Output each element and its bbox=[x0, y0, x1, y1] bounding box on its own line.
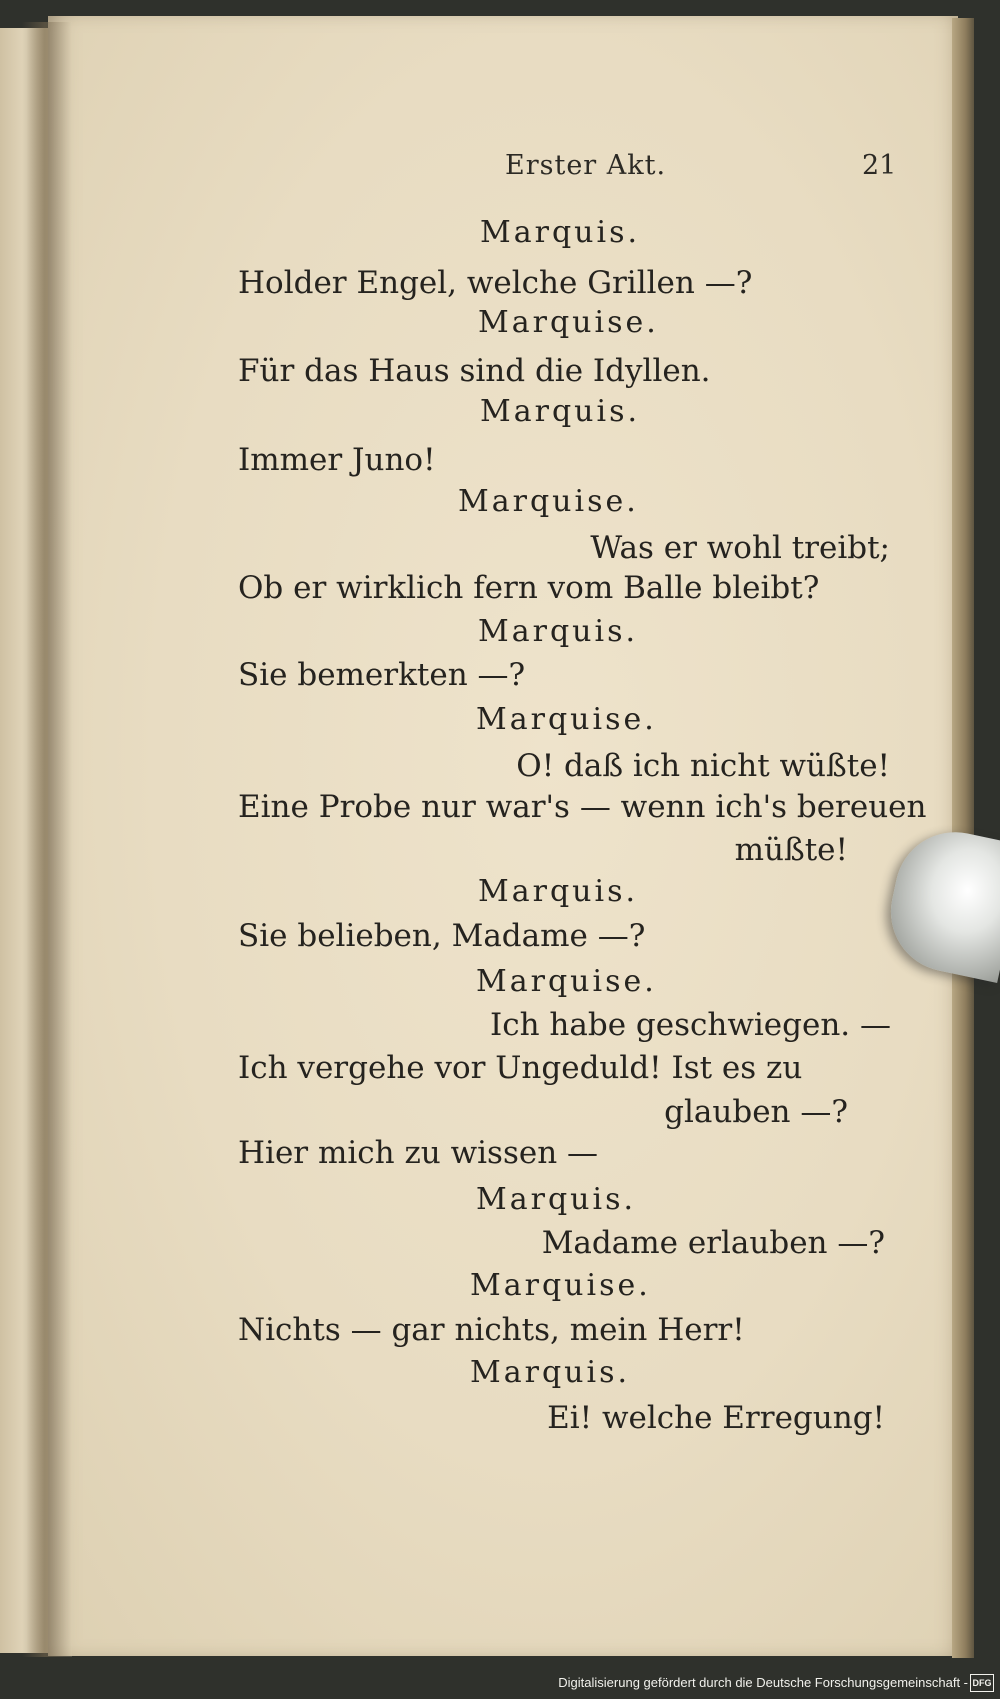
speaker-label: Marquise. bbox=[476, 964, 657, 999]
speaker-label: Marquis. bbox=[480, 394, 640, 429]
verse-line: Sie belieben, Madame —? bbox=[238, 918, 646, 954]
verse-line: Ich vergehe vor Ungeduld! Ist es zu bbox=[238, 1050, 803, 1086]
speaker-label: Marquis. bbox=[480, 215, 640, 250]
dfg-logo: DFG bbox=[970, 1674, 994, 1692]
verse-line: Holder Engel, welche Grillen —? bbox=[238, 265, 753, 301]
verse-line: Madame erlauben —? bbox=[541, 1225, 885, 1261]
verse-line: Was er wohl treibt; bbox=[590, 530, 890, 566]
speaker-label: Marquis. bbox=[478, 614, 638, 649]
verse-line: Sie bemerkten —? bbox=[238, 657, 526, 693]
speaker-label: Marquise. bbox=[476, 702, 657, 737]
speaker-label: Marquise. bbox=[458, 484, 639, 519]
verse-line: müßte! bbox=[734, 832, 848, 868]
verse-line: Für das Haus sind die Idyllen. bbox=[238, 353, 711, 389]
verse-line: Ob er wirklich fern vom Balle bleibt? bbox=[238, 570, 820, 606]
footer-bar bbox=[0, 1670, 1000, 1699]
book-gutter bbox=[22, 22, 72, 1657]
verse-line: Nichts — gar nichts, mein Herr! bbox=[238, 1312, 745, 1348]
verse-line: O! daß ich nicht wüßte! bbox=[516, 748, 890, 784]
verse-line: Ei! welche Erregung! bbox=[547, 1400, 885, 1436]
speaker-label: Marquis. bbox=[470, 1355, 630, 1390]
page-number: 21 bbox=[862, 150, 897, 181]
speaker-label: Marquis. bbox=[478, 874, 638, 909]
verse-line: Ich habe geschwiegen. — bbox=[490, 1007, 892, 1043]
speaker-label: Marquise. bbox=[470, 1268, 651, 1303]
digitization-credit: Digitalisierung gefördert durch die Deutsche Forschungsgemeinschaft - bbox=[558, 1675, 968, 1690]
speaker-label: Marquis. bbox=[476, 1182, 636, 1217]
verse-line: glauben —? bbox=[664, 1094, 848, 1130]
verse-line: Immer Juno! bbox=[238, 442, 436, 478]
verse-line: Eine Probe nur war's — wenn ich's bereuen bbox=[238, 789, 927, 825]
running-header: Erster Akt. bbox=[505, 150, 667, 181]
speaker-label: Marquise. bbox=[478, 305, 659, 340]
verse-line: Hier mich zu wissen — bbox=[238, 1135, 599, 1171]
